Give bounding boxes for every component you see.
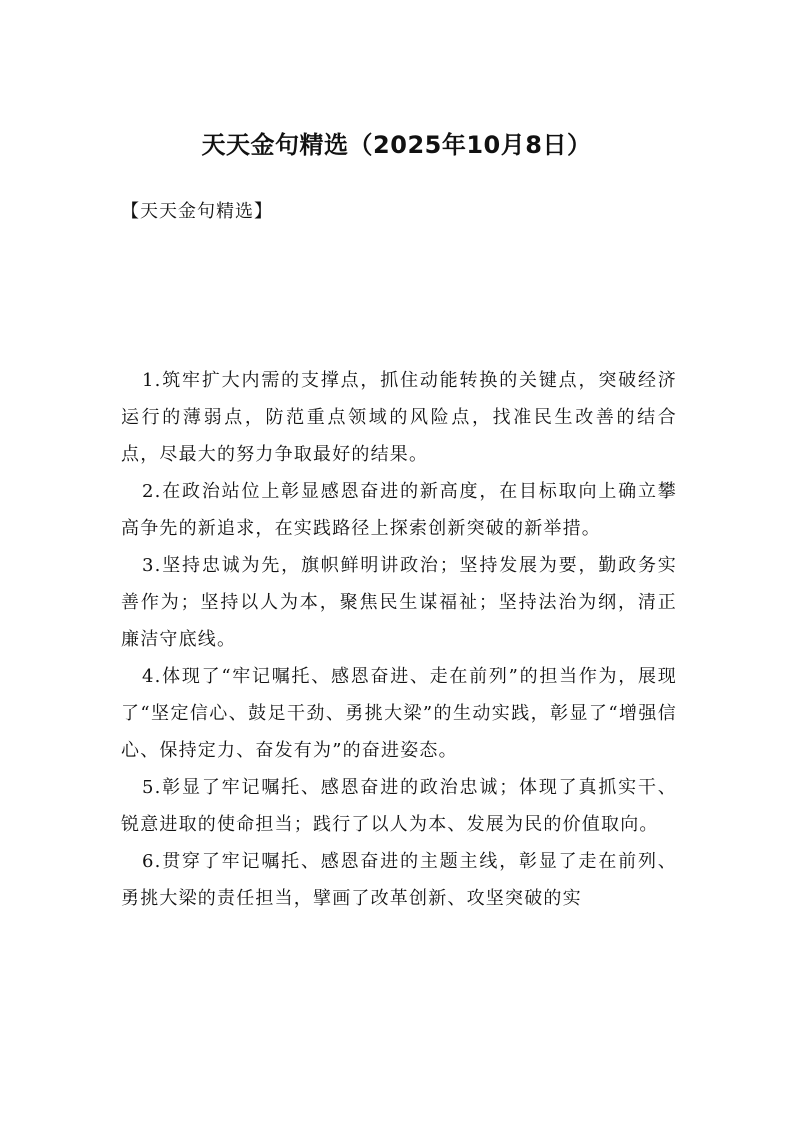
quote-item-3: 3.坚持忠诚为先，旗帜鲜明讲政治；坚持发展为要，勤政务实善作为；坚持以人为本，聚焦民生谋福祉；坚持法治为纲，清正廉洁守底线。 [121, 555, 677, 650]
quote-item-1: 1.筑牢扩大内需的支撑点，抓住动能转换的关键点，突破经济运行的薄弱点，防范重点领域的风险点，找准民生改善的结合点，尽最大的努力争取最好的结果。 [121, 370, 677, 465]
quote-item-5: 5.彰显了牢记嘱托、感恩奋进的政治忠诚；体现了真抓实干、锐意进取的使命担当；践行了以人为本、发展为民的价值取向。 [121, 777, 677, 835]
quote-item-2: 2.在政治站位上彰显感恩奋进的新高度，在目标取向上确立攀高争先的新追求，在实践路径上探索创新突破的新举措。 [121, 481, 677, 539]
document-title: 天天金句精选（2025年10月8日） [201, 131, 592, 159]
document-body [121, 362, 677, 917]
quote-item-4: 4.体现了“牢记嘱托、感恩奋进、走在前列”的担当作为，展现了“坚定信心、鼓足干劲、勇挑大梁”的生动实践，彰显了“增强信心、保持定力、奋发有为”的奋进姿态。 [121, 666, 677, 761]
quote-item-6: 6.贯穿了牢记嘱托、感恩奋进的主题主线，彰显了走在前列、勇挑大梁的责任担当，擘画了改革创新、攻坚突破的实 [121, 851, 677, 909]
section-label: 【天天金句精选】 [121, 201, 273, 222]
